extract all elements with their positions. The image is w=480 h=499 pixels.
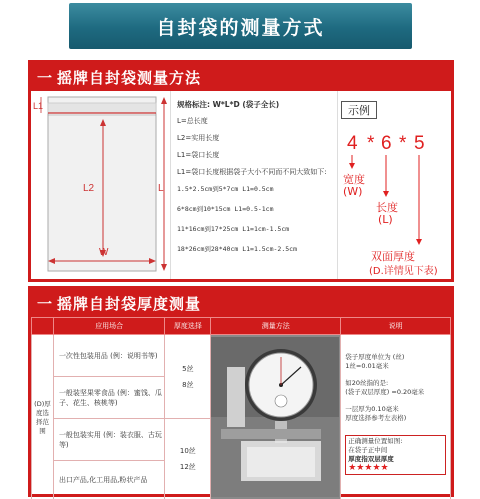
heading-dash: 一 — [37, 68, 54, 87]
caption-line: 正确测量位置如图: — [348, 437, 403, 445]
header-method: 测量方法 — [211, 318, 341, 335]
usage-cell: 一般包装实用 (例：装衣服、古玩等) — [53, 419, 165, 461]
thickness-label: 双面厚度 — [371, 250, 415, 263]
section-heading — [31, 63, 451, 91]
caption-line: 在袋子正中间 — [348, 446, 388, 454]
page-title-banner — [69, 3, 412, 49]
thickness-gauge-image — [211, 337, 339, 497]
thickness-range-label — [32, 335, 54, 499]
table-row — [32, 335, 451, 377]
example-separator: * — [399, 133, 407, 154]
label-l2: L2 — [83, 183, 95, 194]
length-symbol: (L) — [378, 213, 393, 226]
header-note: 说明 — [341, 318, 451, 335]
heading-dash: 一 — [37, 294, 54, 313]
thickness-value: 12丝 — [179, 463, 196, 471]
info-item: L1=袋口长度根据袋子大小不同而不同大致如下: — [177, 168, 327, 176]
thickness-cell-light — [165, 335, 211, 419]
label-l1: L1 — [33, 101, 44, 111]
info-item: L1=袋口长度 — [177, 151, 220, 159]
info-item: L=总长度 — [177, 117, 208, 125]
thickness-value: 10丝 — [179, 447, 196, 455]
page-title: 自封袋的测量方式 — [156, 16, 325, 39]
thickness-cell-heavy — [165, 419, 211, 499]
spec-info — [172, 91, 338, 279]
bag-diagram-svg — [31, 91, 171, 279]
spec-size-row: 1.5*2.5cm到5*7cm L1=0.5cm — [177, 185, 274, 193]
note-line: 如20丝指的是: — [345, 379, 389, 387]
rating-stars: ★★★★★ — [348, 463, 389, 473]
thickness-value: 8丝 — [182, 380, 194, 389]
example-panel — [339, 91, 451, 279]
label-l: L — [158, 183, 164, 194]
notes-cell — [341, 335, 451, 499]
info-item: L2=实用长度 — [177, 134, 220, 142]
spec-size-row: 6*8cm到10*15cm L1=0.5-1cm — [177, 205, 274, 213]
note-line: 厚度选择参考左表格) — [345, 414, 407, 422]
example-width-value: 4 — [347, 133, 358, 154]
thickness-value: 5丝 — [182, 364, 194, 373]
note-line: 袋子厚度单位为 (丝) — [345, 353, 405, 361]
width-label: 宽度 — [343, 173, 365, 186]
spec-size-row: 18*26cm到28*40cm L1=1.5cm-2.5cm — [177, 245, 297, 253]
header-blank — [32, 318, 54, 335]
note-line: (袋子双层厚度) =0.20毫米 — [345, 388, 425, 396]
thickness-table — [31, 317, 451, 499]
length-label: 长度 — [376, 201, 398, 214]
header-thickness: 厚度选择 — [165, 318, 211, 335]
spec-size-row: 11*16cm到17*25cm L1=1cm-1.5cm — [177, 225, 290, 233]
caption-line: 厚度指双层厚度 — [348, 455, 394, 463]
heading-text: 摇牌自封袋测量方法 — [57, 68, 202, 87]
usage-cell: 一般装坚果零食品 (例：蜜饯、瓜子、花生、核桃等) — [53, 377, 165, 419]
usage-cell: 出口产品,化工用品,粉状产品 — [53, 461, 165, 499]
measurement-photo — [211, 335, 341, 499]
example-thickness-value: 5 — [414, 133, 425, 154]
label-w: W — [99, 247, 109, 258]
measurement-method-section — [28, 60, 454, 282]
heading-text: 摇牌自封袋厚度测量 — [57, 294, 202, 313]
measurement-caption — [345, 435, 446, 475]
example-label: 示例 — [341, 101, 377, 119]
side-label-text: (D)厚度选择范围 — [34, 400, 51, 435]
spec-title: 规格标注: W*L*D (袋子全长) — [177, 100, 280, 109]
note-line: 1丝=0.01毫米 — [345, 362, 389, 370]
section-heading — [31, 289, 451, 317]
header-usage: 应用场合 — [53, 318, 165, 335]
usage-cell: 一次性包装用品 (例：说明书等) — [53, 335, 165, 377]
thickness-section — [28, 286, 454, 497]
example-length-value: 6 — [381, 133, 392, 154]
note-line: 一层厚为0.10毫米 — [345, 405, 399, 413]
table-header-row — [32, 318, 451, 335]
width-symbol: (W) — [343, 185, 363, 198]
bag-diagram — [31, 91, 171, 279]
thickness-note: (D.详情见下表) — [369, 266, 438, 277]
example-separator: * — [367, 133, 375, 154]
